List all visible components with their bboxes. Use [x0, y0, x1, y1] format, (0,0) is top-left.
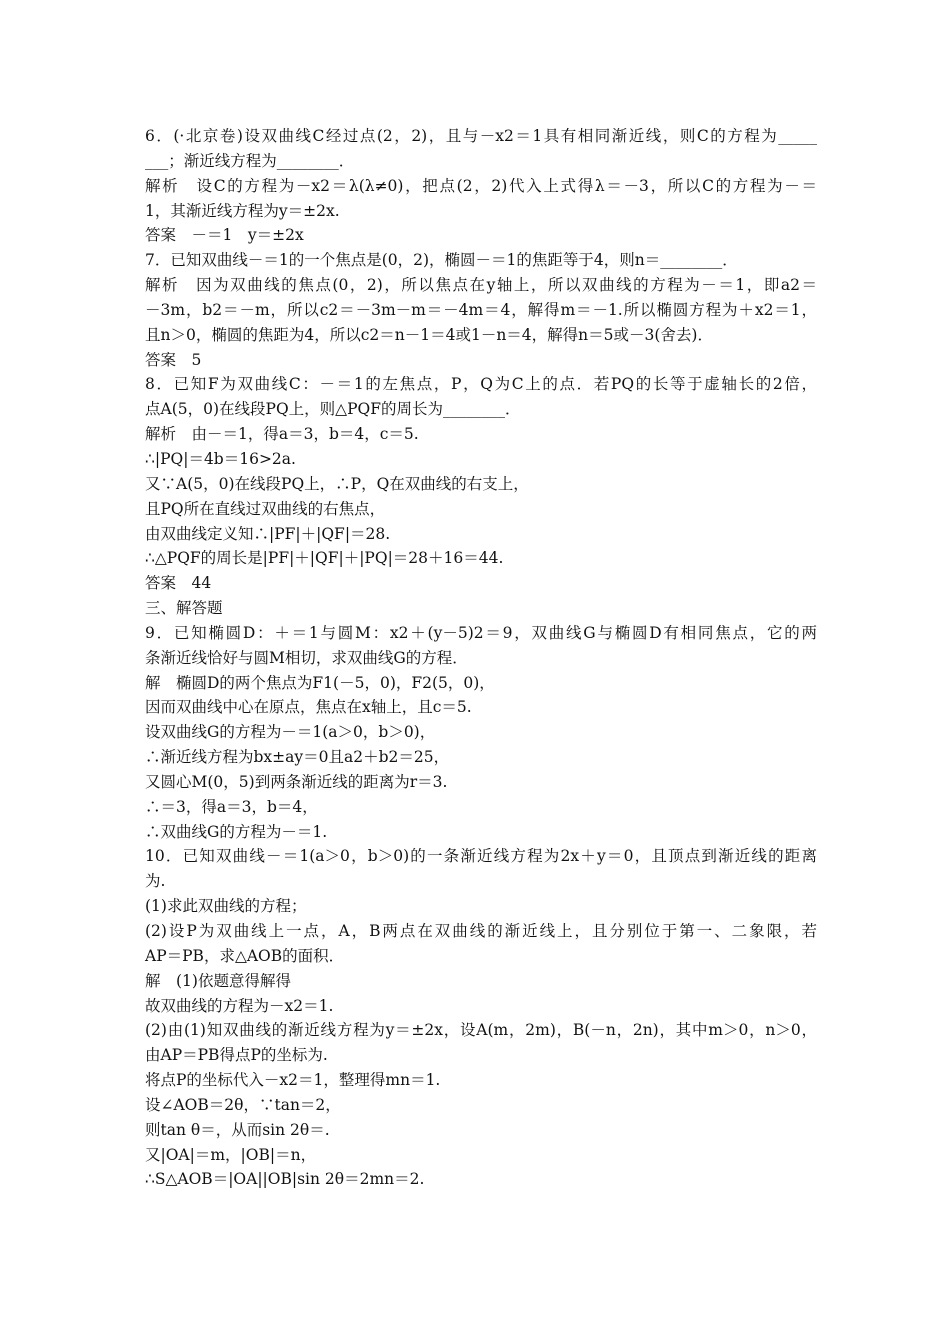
text-line: 又圆心M(0，5)到两条渐近线的距离为r＝3. [145, 772, 448, 791]
text-line: 设∠AOB＝2θ，∵tan＝2， [145, 1095, 341, 1114]
text-line: 答案 44 [145, 574, 212, 593]
text-line: 将点P的坐标代入－x2＝1，整理得mn＝1. [145, 1071, 441, 1090]
document-body [145, 124, 817, 1192]
text-line: ∴|PQ|＝4b＝16>2a. [145, 449, 296, 468]
text-line: 为. [145, 872, 166, 891]
text-line: (1)求此双曲线的方程； [145, 897, 307, 916]
text-line: 条渐近线恰好与圆M相切，求双曲线G的方程． [145, 648, 468, 667]
text-line: 1，其渐近线方程为y＝±2x. [145, 201, 340, 220]
text-line: ∴＝3，得a＝3，b＝4， [145, 797, 318, 816]
text-line: 7．已知双曲线－＝1的一个焦点是(0，2)，椭圆－＝1的焦距等于4，则n＝________． [145, 251, 738, 270]
text-line: 10．已知双曲线－＝1(a＞0，b＞0)的一条渐近线方程为2x＋y＝0，且顶点到渐近线的距离 [145, 847, 817, 866]
text-line: 又∵A(5，0)在线段PQ上，∴P，Q在双曲线的右支上， [145, 474, 529, 493]
text-line: 解 椭圆D的两个焦点为F1(－5，0)，F2(5，0)， [145, 673, 495, 692]
text-line: －3m，b2＝－m，所以c2＝－3m－m＝－4m＝4，解得m＝－1.所以椭圆方程为＋x2＝1， [145, 300, 817, 319]
text-line: ∴△PQF的周长是|PF|＋|QF|＋|PQ|＝28＋16＝44. [145, 549, 504, 568]
text-line: (2)由(1)知双曲线的渐近线方程为y＝±2x，设A(m，2m)，B(－n，2n)，其中m＞0，n＞0， [145, 1021, 817, 1040]
text-line: 由双曲线定义知∴|PF|＋|QF|＝28. [145, 524, 391, 543]
text-line: ∴S△AOB＝|OA||OB|sin 2θ＝2mn＝2. [145, 1170, 425, 1189]
text-line: 又|OA|＝m，|OB|＝n， [145, 1145, 317, 1164]
text-line: 6．(·北京卷)设双曲线C经过点(2，2)，且与－x2＝1具有相同渐近线，则C的方程为_____ [145, 127, 817, 145]
text-line: 解析 设C的方程为－x2＝λ(λ≠0)，把点(2，2)代入上式得λ＝－3，所以C的方程为－＝ [145, 176, 817, 195]
text-line: 且PQ所在直线过双曲线的右焦点， [145, 499, 386, 518]
text-line: 因而双曲线中心在原点，焦点在x轴上，且c＝5. [145, 698, 472, 717]
text-line: 9．已知椭圆D：＋＝1与圆M：x2＋(y－5)2＝9，双曲线G与椭圆D有相同焦点，它的两 [145, 623, 817, 642]
text-line: 点A(5，0)在线段PQ上，则△PQF的周长为________． [145, 400, 521, 419]
text-line: 解析 因为双曲线的焦点(0，2)，所以焦点在y轴上，所以双曲线的方程为－＝1，即a2＝ [145, 276, 817, 295]
text-line: 设双曲线G的方程为－＝1(a＞0，b＞0)， [145, 723, 436, 742]
text-line: 8．已知F为双曲线C：－＝1的左焦点，P，Q为C上的点．若PQ的长等于虚轴长的2倍， [145, 375, 817, 394]
text-line: 故双曲线的方程为－x2＝1. [145, 996, 334, 1015]
text-line: ___；渐近线方程为________． [145, 151, 355, 170]
text-line: 则tan θ＝，从而sin 2θ＝. [145, 1120, 330, 1139]
text-line: ∴双曲线G的方程为－＝1. [145, 822, 328, 841]
text-line: 答案 5 [145, 350, 202, 369]
text-line: (2)设P为双曲线上一点，A，B两点在双曲线的渐近线上，且分别位于第一、二象限，若 [145, 922, 817, 940]
text-line: 由AP＝PB得点P的坐标为. [145, 1046, 328, 1065]
text-line: 三、解答题 [145, 599, 223, 618]
text-line: 答案 －＝1 y＝±2x [145, 226, 304, 245]
text-line: 且n＞0，椭圆的焦距为4，所以c2＝n－1＝4或1－n＝4，解得n＝5或－3(舍去)． [145, 325, 713, 344]
text-line: 解 (1)依题意得解得 [145, 971, 291, 990]
text-line: AP＝PB，求△AOB的面积． [145, 946, 345, 965]
text-line: 解析 由－＝1，得a＝3，b＝4，c＝5. [145, 425, 419, 444]
text-line: ∴渐近线方程为bx±ay＝0且a2＋b2＝25， [145, 748, 450, 767]
